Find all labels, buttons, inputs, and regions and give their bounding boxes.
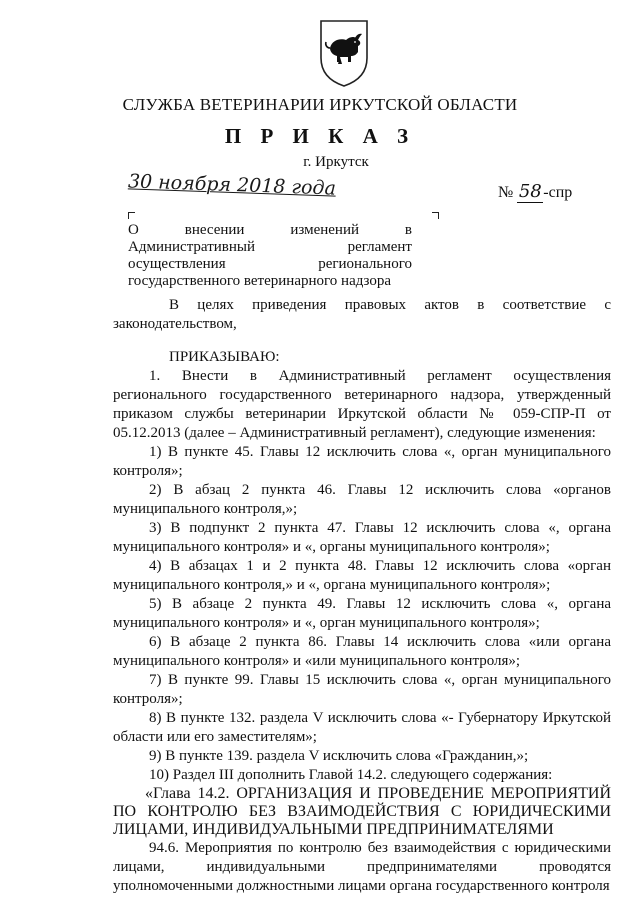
change-item: 7) В пункте 99. Главы 15 исключить слова «, орган муниципального контроля»;: [113, 672, 611, 707]
order-word: ПРИКАЗЫВАЮ:: [169, 349, 280, 365]
subject-bracket-left: [128, 212, 135, 219]
handwritten-number: 58: [518, 181, 542, 202]
change-item: 4) В абзацах 1 и 2 пункта 48. Главы 12 исключить слова «орган муниципального контроля,» и «, органа муниципального контроля»;: [113, 558, 611, 593]
preamble-paragraph: [113, 296, 611, 334]
subject-text: О внесении изменений в Административный регламент осуществления регионального государственного ветеринарного надзора: [128, 222, 412, 289]
handwritten-date: 30 ноября 2018 года: [127, 170, 337, 200]
coat-of-arms-emblem: [318, 18, 370, 88]
preamble-text: В целях приведения правовых актов в соответствие с законодательством,: [113, 297, 611, 332]
change-item: 3) В подпункт 2 пункта 47. Главы 12 исключить слова «, органа муниципального контроля» и «, органы муниципального контроля»;: [113, 520, 611, 555]
organization-name: СЛУЖБА ВЕТЕРИНАРИИ ИРКУТСКОЙ ОБЛАСТИ: [122, 95, 518, 114]
city-label: г. Иркутск: [303, 154, 369, 170]
item-1-text: 1. Внести в Административный регламент осуществления регионального государственного ветеринарного надзора, утвержденный приказом службы ветеринарии Иркутской области № 059-СПР-П от 05.12.2013 (далее – Административный регламент), следующие изменения:: [113, 368, 611, 441]
subject-bracket-right: [432, 212, 439, 219]
chapter-heading: «Глава 14.2. ОРГАНИЗАЦИЯ И ПРОВЕДЕНИЕ МЕРОПРИЯТИЙ ПО КОНТРОЛЮ БЕЗ ВЗАИМОДЕЙСТВИЯ С ЮРИДИЧЕСКИМИ ЛИЦАМИ, ИНДИВИДУАЛЬНЫМИ ПРЕДПРИНИМАТЕЛЯМИ: [113, 785, 611, 838]
order-number: [498, 181, 572, 203]
document-type-title: П Р И К А З: [224, 124, 416, 148]
change-item: 2) В абзац 2 пункта 46. Главы 12 исключить слова «органов муниципального контроля,»;: [113, 482, 611, 517]
change-item: 8) В пункте 132. раздела V исключить слова «- Губернатору Иркутской области или его заместителям»;: [113, 710, 611, 745]
paragraph-94-6: 94.6. Мероприятия по контролю без взаимодействия с юридическими лицами, индивидуальными предпринимателями проводятся уполномоченными должностными лицами органа государственного контроля: [113, 840, 611, 894]
number-suffix: -спр: [543, 184, 573, 201]
order-body: [113, 348, 611, 896]
change-item: 10) Раздел III дополнить Главой 14.2. следующего содержания:: [149, 767, 553, 783]
change-item: 5) В абзаце 2 пункта 49. Главы 12 исключить слова «, органа муниципального контроля» и «, орган муниципального контроля»;: [113, 596, 611, 631]
number-sign: №: [498, 184, 514, 201]
change-item: 9) В пункте 139. раздела V исключить слова «Гражданин,»;: [149, 748, 529, 764]
change-item: 6) В абзаце 2 пункта 86. Главы 14 исключить слова «или органа муниципального контроля» и «или муниципального контроля»;: [113, 634, 611, 669]
change-item: 1) В пункте 45. Главы 12 исключить слова «, орган муниципального контроля»;: [113, 444, 611, 479]
